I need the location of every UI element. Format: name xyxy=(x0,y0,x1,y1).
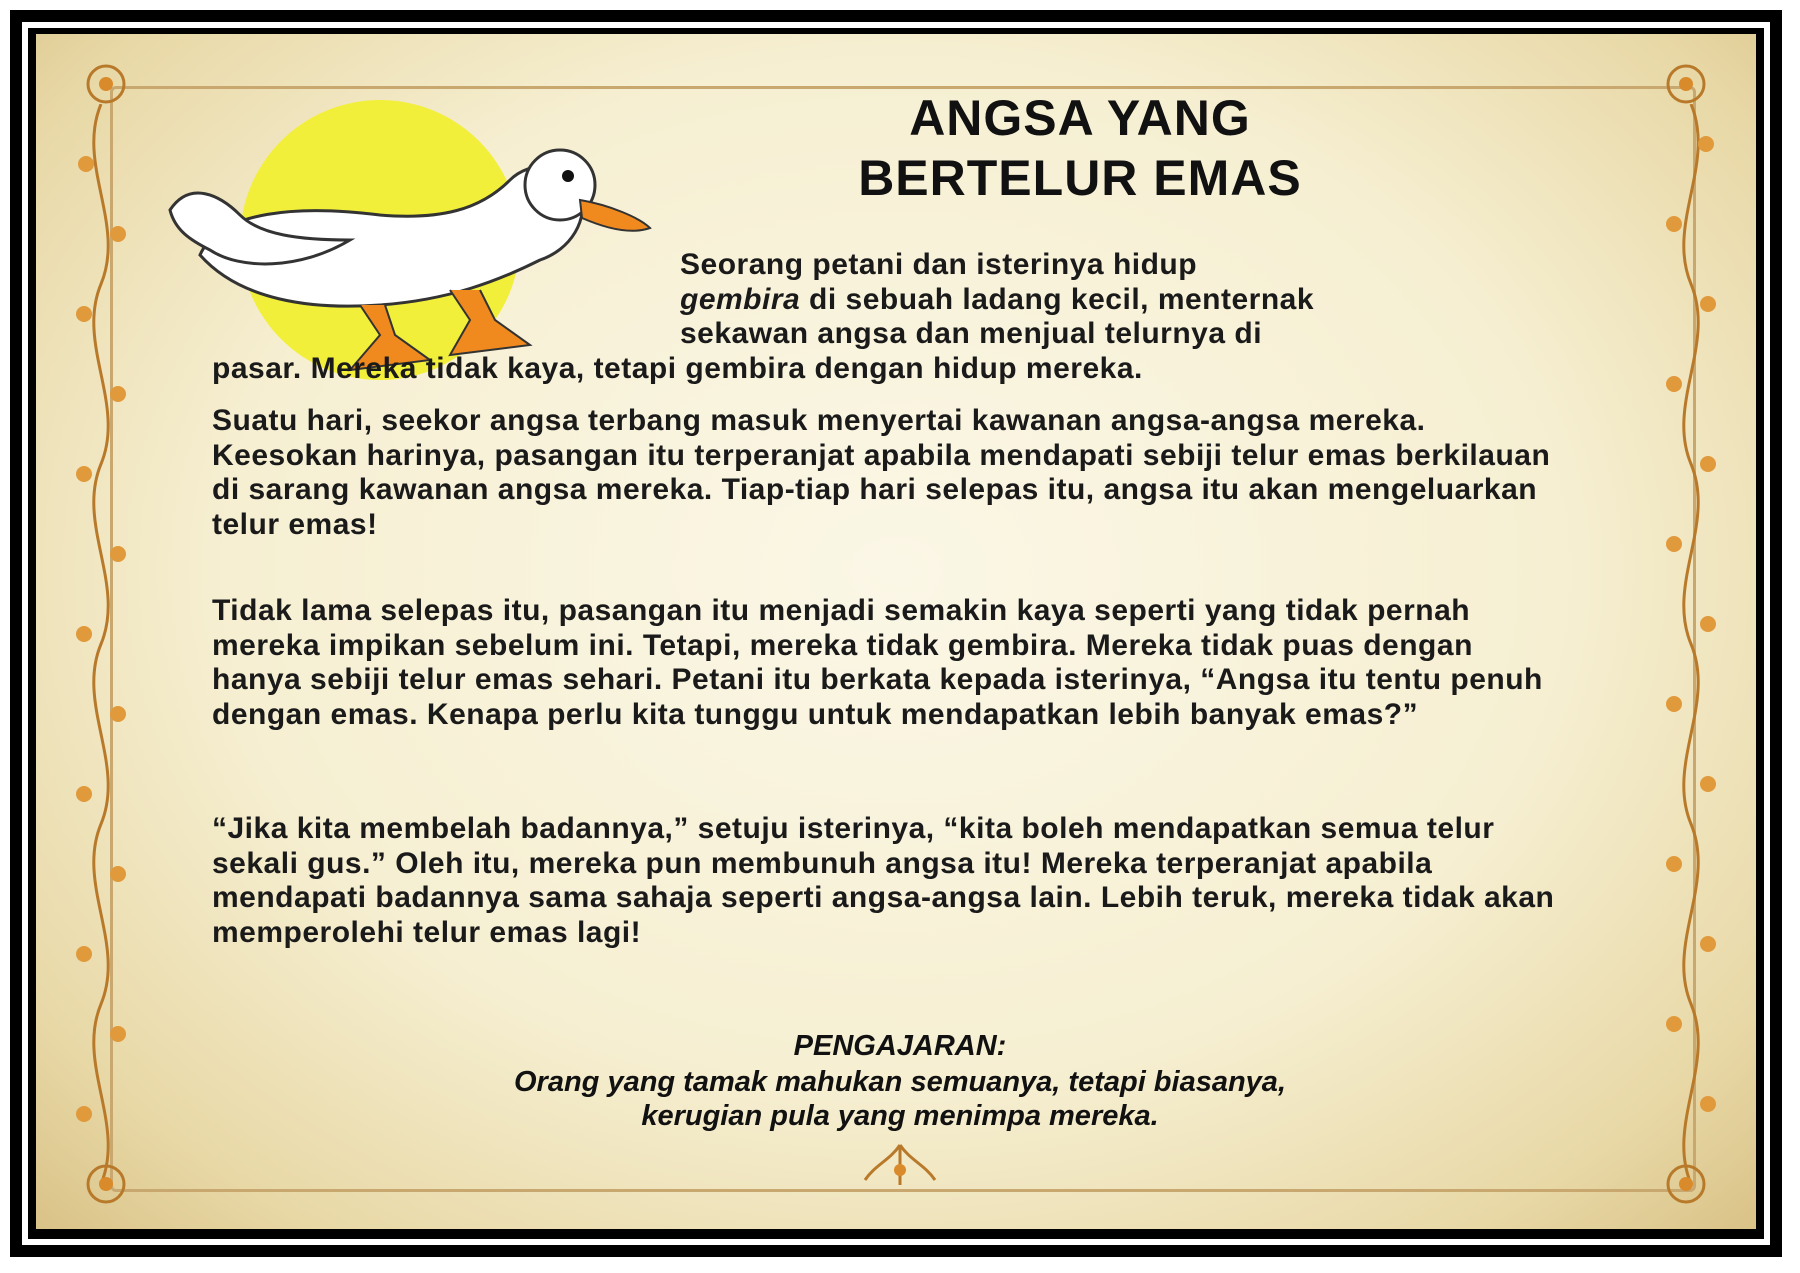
moral-line-2: kerugian pula yang menimpa mereka. xyxy=(641,1100,1159,1132)
left-vine-ornament xyxy=(66,104,136,1184)
corner-ornament-bottom-right xyxy=(1656,1154,1716,1214)
corner-ornament-top-left xyxy=(76,54,136,114)
moral-line-1: Orang yang tamak mahukan semuanya, tetapi biasanya, xyxy=(513,1066,1286,1098)
paragraph-1-tail: pasar. Mereka tidak kaya, tetapi gembira dengan hidup mereka. xyxy=(212,352,1143,385)
paragraph-3: Tidak lama selepas itu, pasangan itu menjadi semakin kaya seperti yang tidak pernah mereka impikan sebelum ini. Tetapi, mereka tidak gembira. Mereka tidak puas dengan hanya sebiji telur emas sehari. Petani itu berkata kepada isterinya, “Angsa itu tentu penuh dengan emas. Kenapa perlu kita tunggu untuk mendapatkan lebih banyak emas?” xyxy=(212,594,1543,731)
corner-ornament-top-right xyxy=(1656,54,1716,114)
title-line-2: BERTELUR EMAS xyxy=(858,150,1302,206)
title-line-1: ANGSA YANG xyxy=(909,90,1251,146)
corner-ornament-bottom-left xyxy=(76,1154,136,1214)
duck-illustration xyxy=(150,100,690,380)
paragraph-1-line-1: Seorang petani dan isterinya hidup xyxy=(680,248,1198,281)
paragraph-1-line-2-rest: di sebuah ladang kecil, menternak xyxy=(800,282,1315,316)
paragraph-4: “Jika kita membelah badannya,” setuju isterinya, “kita boleh mendapatkan semua telur sekali gus.” Oleh itu, mereka pun membunuh angsa itu! Mereka terperanjat apabila mendapati badannya sama sahaja seperti angsa-angsa lain. Lebih teruk, mereka tidak akan memperolehi telur emas lagi! xyxy=(212,812,1555,949)
moral-heading: PENGAJARAN: xyxy=(793,1030,1007,1062)
story-title xyxy=(720,88,1440,208)
paragraph-1-line-2 xyxy=(680,283,1560,318)
bottom-ornament xyxy=(855,1140,945,1190)
right-vine-ornament xyxy=(1656,104,1726,1184)
paragraph-1-lead xyxy=(680,248,1560,352)
paragraph-2: Suatu hari, seekor angsa terbang masuk menyertai kawanan angsa-angsa mereka. Keesokan harinya, pasangan itu terperanjat apabila mendapati sebiji telur emas berkilauan di sarang kawanan angsa mereka. Tiap-tiap hari selepas itu, angsa itu akan mengeluarkan telur emas! xyxy=(212,404,1551,541)
emphasis-word: gembira xyxy=(680,282,801,316)
moral-text xyxy=(320,1065,1480,1133)
paragraph-1-line-3: sekawan angsa dan menjual telurnya di xyxy=(680,317,1263,350)
